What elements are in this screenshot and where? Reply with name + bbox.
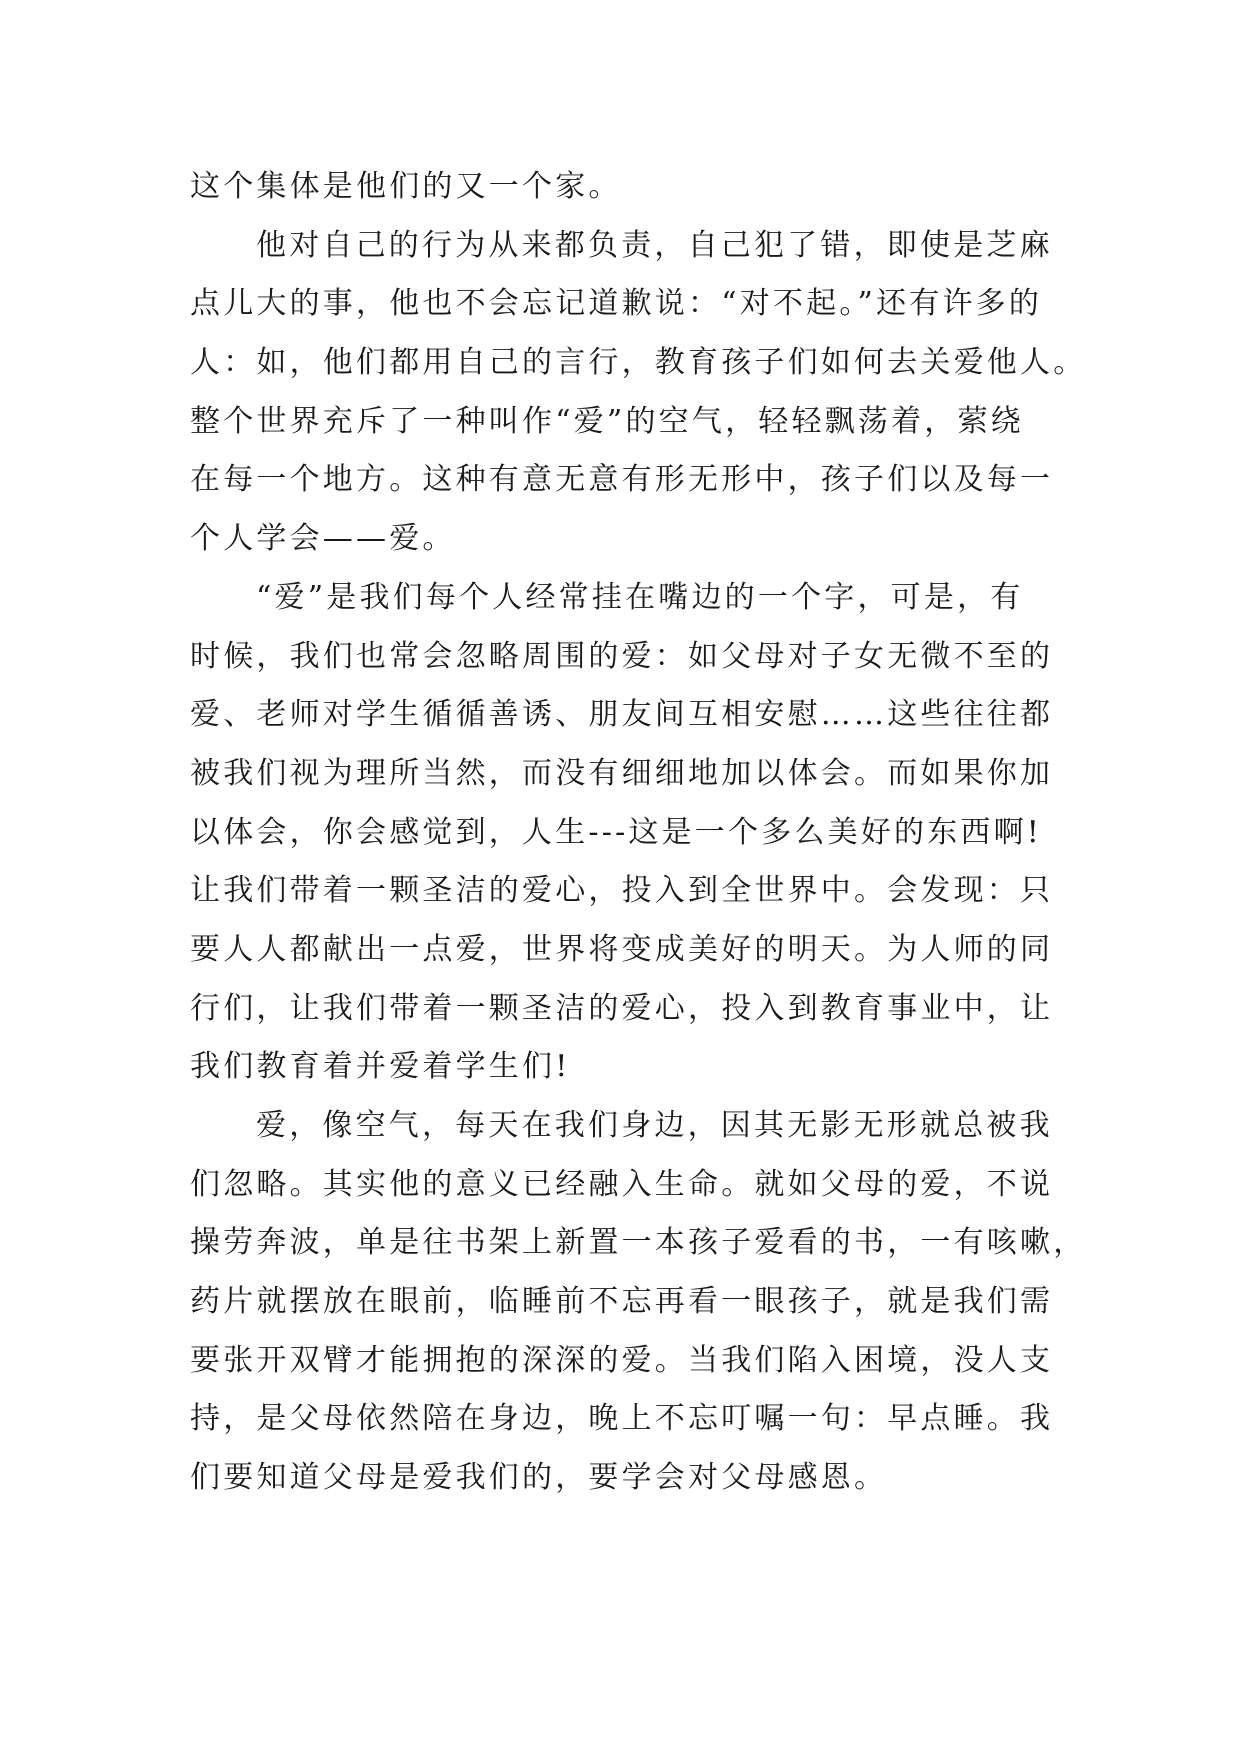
text-line: 点儿大的事，他也不会忘记道歉说：“对不起。”还有许多的	[190, 286, 1043, 322]
text-line: 们要知道父母是爱我们的，要学会对父母感恩。	[190, 1460, 888, 1496]
text-line: 个人学会——爱。	[190, 521, 456, 557]
text-line: 药片就摆放在眼前，临睡前不忘再看一眼孩子，就是我们需	[190, 1284, 1054, 1320]
text-line: 要人人都献出一点爱，世界将变成美好的明天。为人师的同	[190, 931, 1054, 967]
document-body	[190, 158, 1087, 1508]
text-line: 在每一个地方。这种有意无意有形无形中，孩子们以及每一	[190, 462, 1054, 498]
text-line: 爱、老师对学生循循善诱、朋友间互相安慰……这些往往都	[190, 697, 1054, 733]
text-line: 我们教育着并爱着学生们!	[190, 1049, 571, 1085]
text-line: 他对自己的行为从来都负责，自己犯了错，即使是芝麻	[256, 227, 1053, 263]
text-line: 持，是父母依然陪在身边，晚上不忘叮嘱一句：早点睡。我	[190, 1401, 1054, 1437]
text-line: 被我们视为理所当然，而没有细细地加以体会。而如果你加	[190, 755, 1054, 791]
text-line: 让我们带着一颗圣洁的爱心，投入到全世界中。会发现：只	[190, 873, 1054, 909]
text-line: 操劳奔波，单是往书架上新置一本孩子爱看的书，一有咳嗽，	[190, 1225, 1087, 1261]
text-line: 行们，让我们带着一颗圣洁的爱心，投入到教育事业中，让	[190, 990, 1054, 1026]
text-line: “爱”是我们每个人经常挂在嘴边的一个字，可是，有	[256, 579, 1024, 615]
text-line: 这个集体是他们的又一个家。	[190, 169, 622, 204]
text-line: 整个世界充斥了一种叫作“爱”的空气，轻轻飘荡着，萦绕	[190, 403, 1024, 439]
text-line: 时候，我们也常会忽略周围的爱：如父母对子女无微不至的	[190, 638, 1054, 674]
text-line: 们忽略。其实他的意义已经融入生命。就如父母的爱，不说	[190, 1166, 1054, 1202]
text-line: 要张开双臂才能拥抱的深深的爱。当我们陷入困境，没人支	[190, 1342, 1054, 1378]
text-line: 爱，像空气，每天在我们身边，因其无影无形就总被我	[256, 1108, 1053, 1143]
text-line: 人：如，他们都用自己的言行，教育孩子们如何去关爱他人。	[190, 345, 1087, 381]
text-line: 以体会，你会感觉到，人生---这是一个多么美好的东西啊!	[190, 814, 1043, 850]
